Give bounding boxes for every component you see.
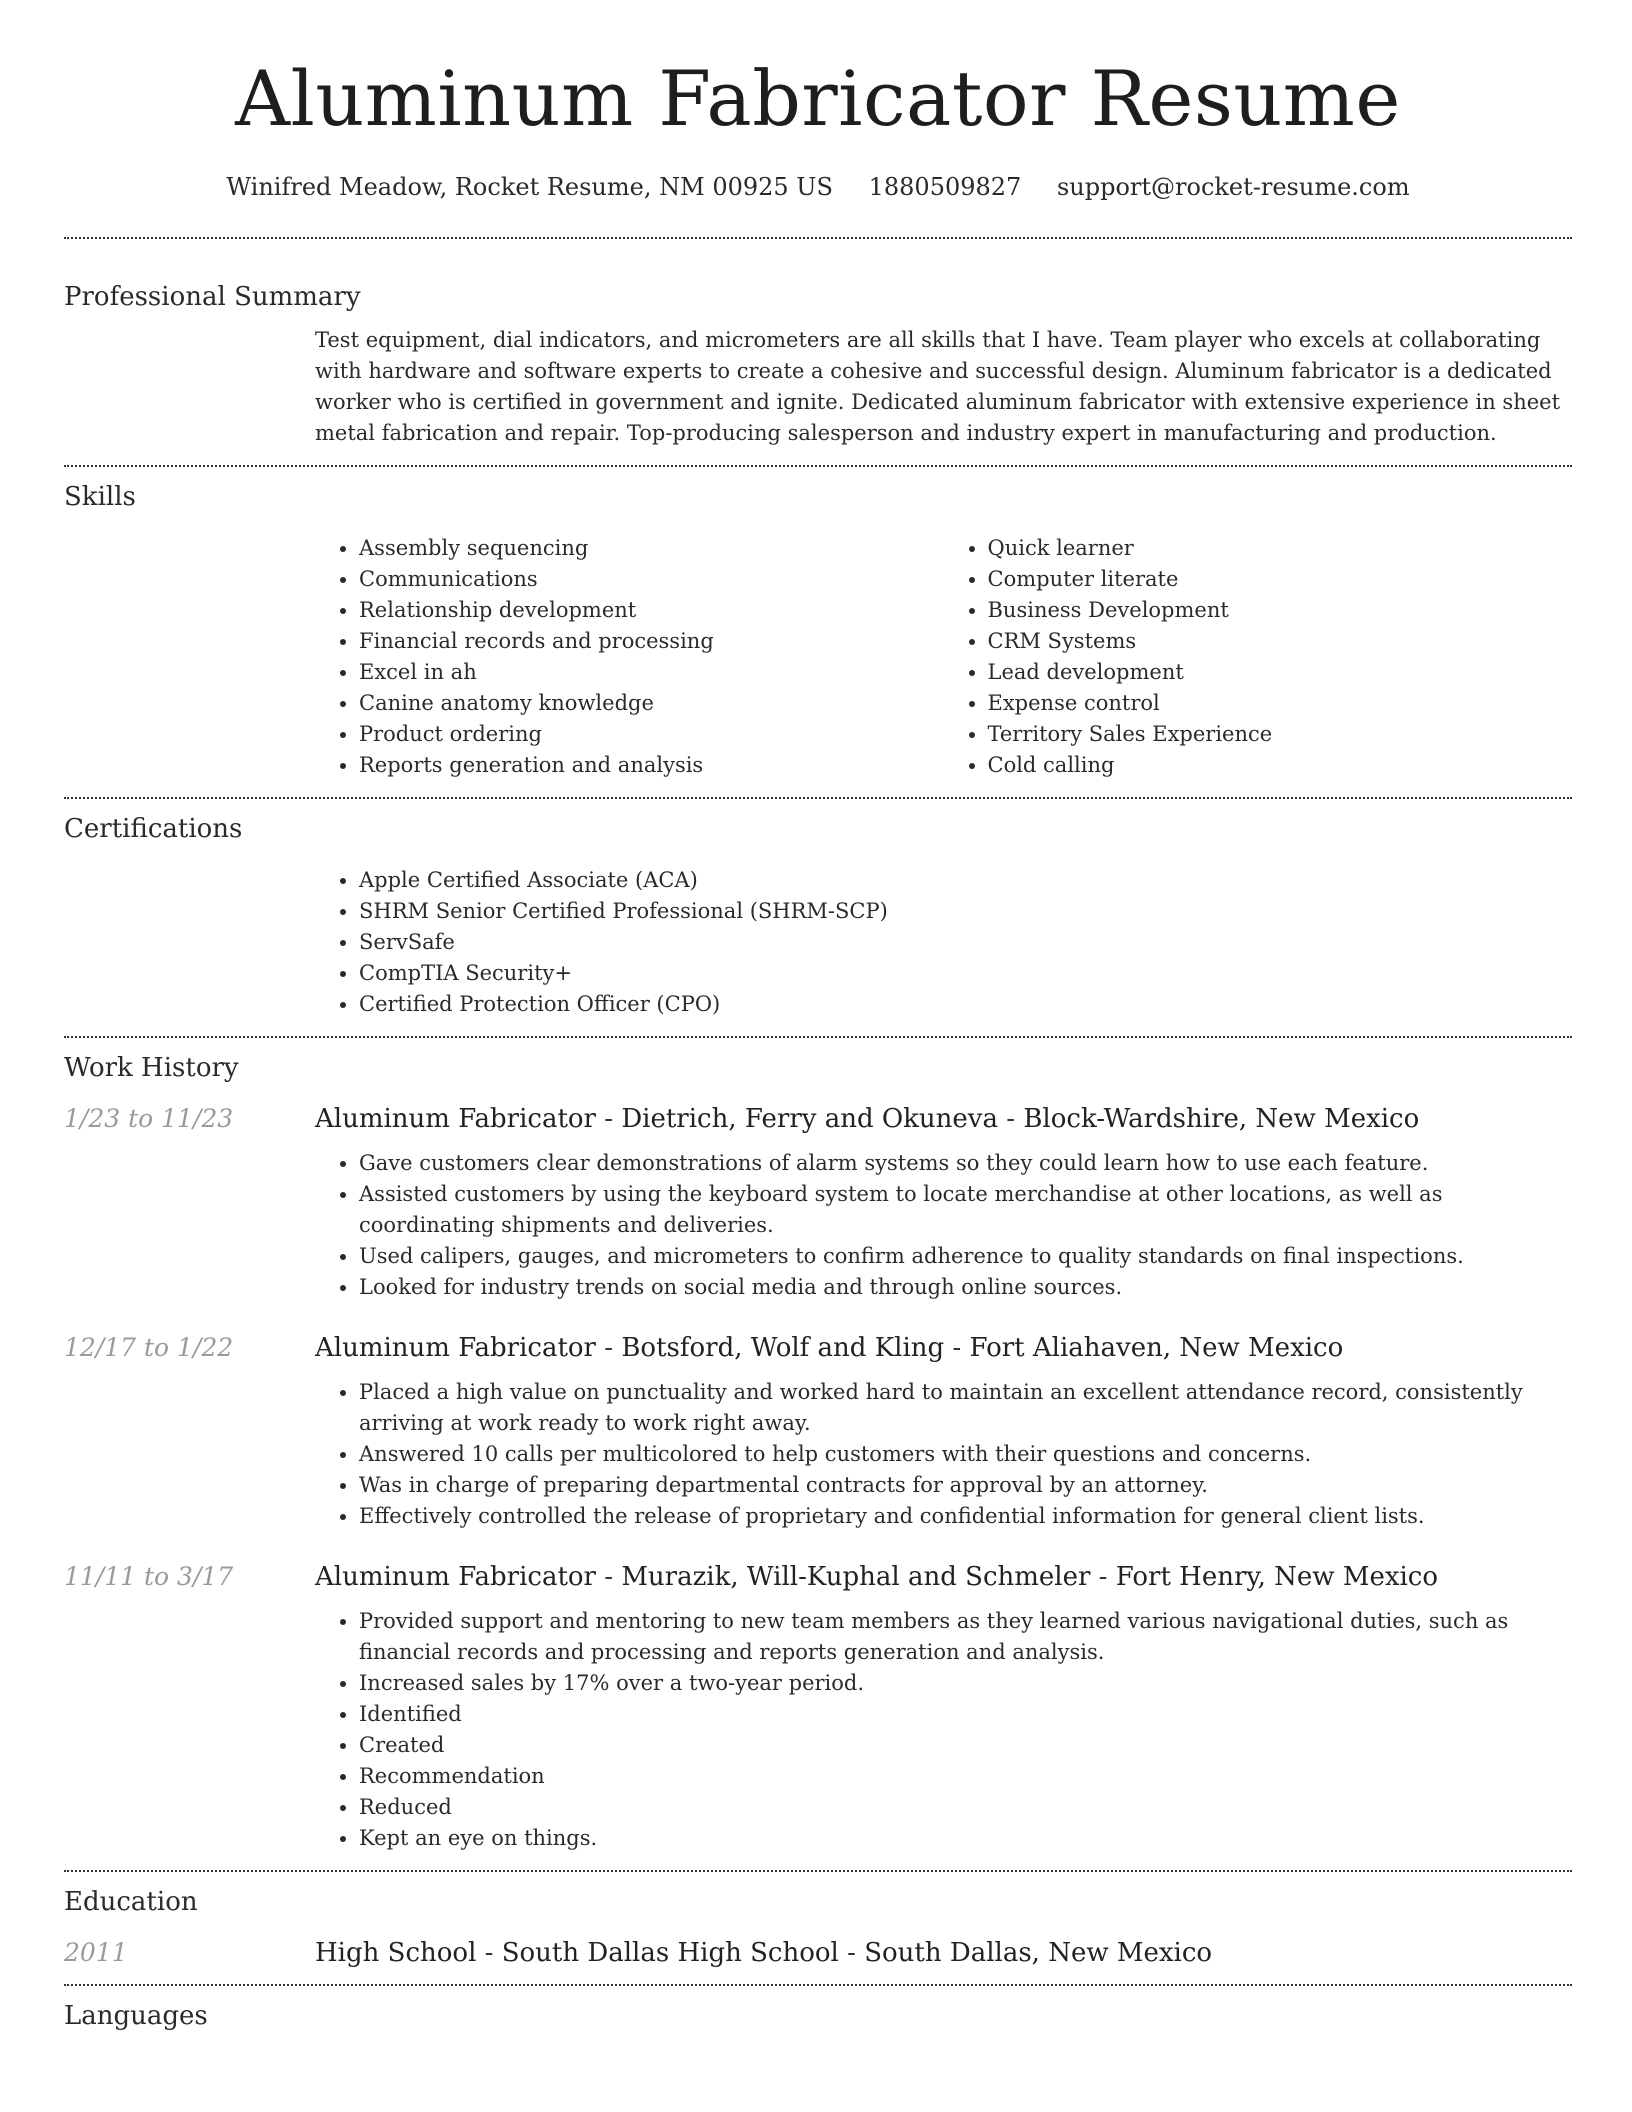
- list-item: • Recommendation: [359, 1761, 1572, 1792]
- list-item: • CRM Systems: [988, 626, 1573, 657]
- job-location: Fort Aliahaven, New Mexico: [969, 1333, 1344, 1363]
- list-item: • Kept an eye on things.: [359, 1823, 1572, 1854]
- list-item: • Communications: [359, 564, 944, 595]
- job-company: Botsford, Wolf and Kling: [621, 1333, 945, 1363]
- divider: [64, 1984, 1572, 1986]
- contact-phone: 1880509827: [868, 173, 1022, 201]
- separator: -: [1090, 1562, 1116, 1592]
- separator: -: [595, 1333, 622, 1363]
- separator: -: [998, 1104, 1024, 1134]
- resume-page: [64, 0, 1572, 2034]
- education-entry: [64, 1938, 1572, 1968]
- list-item: • Assisted customers by using the keyboard system to locate merchandise at other locations, as well as coordinating shipments and deliveries.: [359, 1179, 1572, 1241]
- work-section: [64, 1050, 1572, 1854]
- job-title: [315, 1333, 1343, 1363]
- list-item: • Product ordering: [359, 719, 944, 750]
- list-item: • Effectively controlled the release of proprietary and confidential information for general client lists.: [359, 1501, 1572, 1532]
- education-year: 2011: [64, 1938, 128, 1967]
- divider: [64, 1870, 1572, 1872]
- job-company: Murazik, Will-Kuphal and Schmeler: [621, 1562, 1091, 1592]
- contact-email: support@rocket-resume.com: [1056, 173, 1410, 201]
- list-item: • Assembly sequencing: [359, 533, 944, 564]
- list-item: • Certified Protection Officer (CPO): [359, 989, 1572, 1020]
- list-item: • Cold calling: [988, 750, 1573, 781]
- skills-heading: Skills: [64, 482, 136, 512]
- divider: [64, 1036, 1572, 1038]
- job-bullets: [315, 1377, 1572, 1532]
- list-item: • Increased sales by 17% over a two-year period.: [359, 1668, 1572, 1699]
- list-item: • SHRM Senior Certified Professional (SHRM-SCP): [359, 896, 1572, 927]
- separator: -: [838, 1938, 865, 1968]
- job-bullets: [315, 1606, 1572, 1854]
- list-item: • Reduced: [359, 1792, 1572, 1823]
- job-company: Dietrich, Ferry and Okuneva: [621, 1104, 998, 1134]
- job-dates: 11/11 to 3/17: [64, 1562, 234, 1591]
- languages-heading: Languages: [64, 2001, 208, 2031]
- job-bullets: [315, 1148, 1572, 1303]
- separator: -: [595, 1562, 622, 1592]
- skills-list-right: [944, 533, 1573, 781]
- list-item: • Lead development: [988, 657, 1573, 688]
- job-entry: [64, 1333, 1572, 1532]
- list-item: • Was in charge of preparing departmental contracts for approval by an attorney.: [359, 1470, 1572, 1501]
- list-item: • Financial records and processing: [359, 626, 944, 657]
- certifications-heading: Certifications: [64, 814, 243, 844]
- list-item: • ServSafe: [359, 927, 1572, 958]
- education-degree: High School: [315, 1938, 477, 1968]
- skills-section: [64, 479, 1572, 781]
- work-heading: Work History: [64, 1053, 239, 1083]
- separator: -: [476, 1938, 502, 1968]
- job-role: Aluminum Fabricator: [315, 1333, 596, 1363]
- list-item: • Provided support and mentoring to new team members as they learned various navigational duties, such as financial records and processing and reports generation and analysis.: [359, 1606, 1572, 1668]
- education-heading: Education: [64, 1887, 198, 1917]
- education-title: [315, 1938, 1212, 1968]
- list-item: • Apple Certified Associate (ACA): [359, 865, 1572, 896]
- certifications-section: [64, 811, 1572, 1020]
- job-title: [315, 1562, 1438, 1592]
- education-location: South Dallas, New Mexico: [864, 1938, 1213, 1968]
- languages-section: [64, 1998, 1572, 2034]
- list-item: • Gave customers clear demonstrations of alarm systems so they could learn how to use each feature.: [359, 1148, 1572, 1179]
- job-location: Block-Wardshire, New Mexico: [1023, 1104, 1420, 1134]
- list-item: • CompTIA Security+: [359, 958, 1572, 989]
- list-item: • Relationship development: [359, 595, 944, 626]
- job-dates: 1/23 to 11/23: [64, 1104, 234, 1133]
- education-section: [64, 1884, 1572, 1968]
- job-role: Aluminum Fabricator: [315, 1104, 596, 1134]
- list-item: • Identified: [359, 1699, 1572, 1730]
- contact-address: Winifred Meadow, Rocket Resume, NM 00925 US: [226, 173, 833, 201]
- list-item: • Canine anatomy knowledge: [359, 688, 944, 719]
- summary-heading: Professional Summary: [64, 282, 361, 312]
- list-item: • Quick learner: [988, 533, 1573, 564]
- job-location: Fort Henry, New Mexico: [1115, 1562, 1439, 1592]
- contact-line: [64, 170, 1572, 204]
- job-entry: [64, 1562, 1572, 1854]
- separator: -: [595, 1104, 622, 1134]
- job-dates: 12/17 to 1/22: [64, 1333, 234, 1362]
- list-item: • Expense control: [988, 688, 1573, 719]
- list-item: • Used calipers, gauges, and micrometers to confirm adherence to quality standards on final inspections.: [359, 1241, 1572, 1272]
- list-item: • Territory Sales Experience: [988, 719, 1573, 750]
- list-item: • Computer literate: [988, 564, 1573, 595]
- summary-section: [64, 279, 1572, 449]
- divider: [64, 797, 1572, 799]
- certifications-list: [315, 865, 1572, 1020]
- job-entry: [64, 1104, 1572, 1303]
- page-title: Aluminum Fabricator Resume: [235, 54, 1401, 143]
- list-item: • Answered 10 calls per multicolored to help customers with their questions and concerns.: [359, 1439, 1572, 1470]
- list-item: • Reports generation and analysis: [359, 750, 944, 781]
- list-item: • Created: [359, 1730, 1572, 1761]
- list-item: • Looked for industry trends on social media and through online sources.: [359, 1272, 1572, 1303]
- education-school: South Dallas High School: [501, 1938, 839, 1968]
- divider: [64, 237, 1572, 239]
- summary-text: Test equipment, dial indicators, and micrometers are all skills that I have. Team player who excels at collaborating with hardware and software experts to create a cohesive and successful design. Aluminum fabricator is a dedicated worker who is certified in government and ignite. Dedicated aluminum fabricator with extensive experience in sheet metal fabrication and repair. Top-producing salesperson and industry expert in manufacturing and production.: [315, 328, 1561, 445]
- separator: -: [944, 1333, 970, 1363]
- job-title: [315, 1104, 1419, 1134]
- skills-list-left: [315, 533, 944, 781]
- divider: [64, 465, 1572, 467]
- job-role: Aluminum Fabricator: [315, 1562, 596, 1592]
- list-item: • Placed a high value on punctuality and worked hard to maintain an excellent attendance record, consistently arriving at work ready to work right away.: [359, 1377, 1572, 1439]
- list-item: • Excel in ah: [359, 657, 944, 688]
- list-item: • Business Development: [988, 595, 1573, 626]
